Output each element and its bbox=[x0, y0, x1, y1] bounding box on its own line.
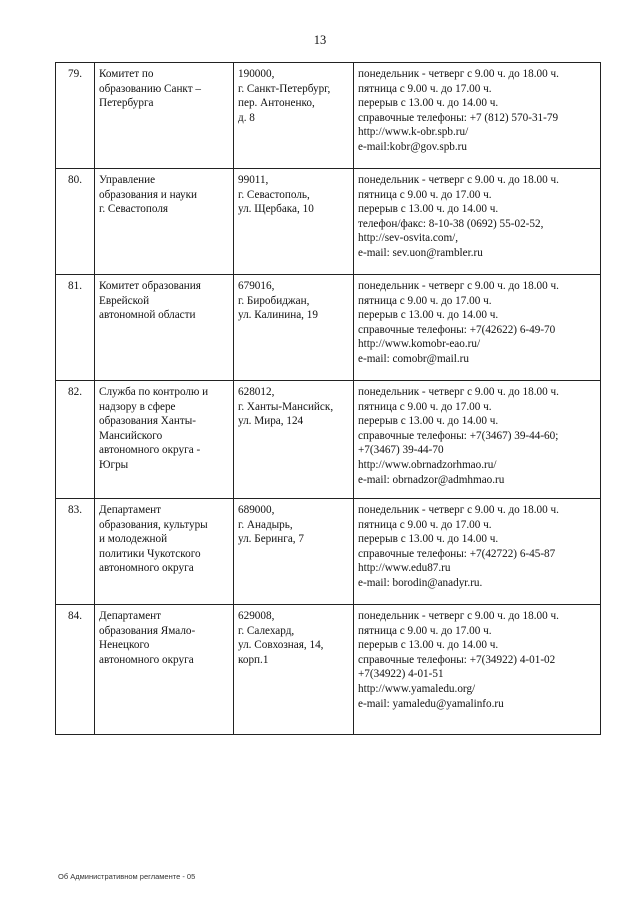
organization-address-line: 629008, bbox=[238, 610, 275, 622]
organization-name-line: надзору в сфере bbox=[99, 400, 176, 413]
organization-contacts-line: справочные телефоны: +7(3467) 39-44-60; bbox=[358, 429, 559, 442]
organization-contacts-line: пятница с 9.00 ч. до 17.00 ч. bbox=[358, 294, 492, 307]
organization-name-line: автономной области bbox=[99, 309, 196, 322]
organization-address-line: г. Салехард, bbox=[238, 624, 295, 637]
organization-name-line: Петербурга bbox=[99, 97, 154, 110]
organization-contacts bbox=[354, 381, 601, 499]
table-row bbox=[56, 275, 601, 381]
organization-name-line: Служба по контролю и bbox=[99, 386, 209, 398]
organization-name-line: Мансийского bbox=[99, 429, 163, 442]
organization-contacts-line: e-mail: obrnadzor@admhmao.ru bbox=[358, 473, 505, 486]
row-number: 83. bbox=[56, 499, 95, 605]
organization-name-line: Комитет образования bbox=[99, 280, 201, 292]
table-row bbox=[56, 169, 601, 275]
organization-contacts-line: пятница с 9.00 ч. до 17.00 ч. bbox=[358, 188, 492, 201]
organization-address bbox=[234, 381, 354, 499]
organization-contacts-line: e-mail: comobr@mail.ru bbox=[358, 352, 469, 365]
organization-address-line: корп.1 bbox=[238, 653, 269, 666]
organization-name-line: г. Севастополя bbox=[99, 203, 169, 216]
organization-contacts-line: http://www.k-obr.spb.ru/ bbox=[358, 126, 469, 139]
organization-address-line: 99011, bbox=[238, 174, 269, 186]
organization-address bbox=[234, 169, 354, 275]
organization-address-line: г. Анадырь, bbox=[238, 518, 293, 531]
organization-contacts-line: понедельник - четверг с 9.00 ч. до 18.00 ч. bbox=[358, 174, 559, 186]
organization-contacts-line: +7(34922) 4-01-51 bbox=[358, 668, 444, 681]
organization-name bbox=[95, 605, 234, 735]
organization-address-line: г. Севастополь, bbox=[238, 188, 310, 201]
organization-contacts-line: e-mail: borodin@anadyr.ru. bbox=[358, 576, 483, 589]
organization-name-line: Департамент bbox=[99, 504, 162, 516]
organization-address-line: 628012, bbox=[238, 386, 275, 398]
organization-contacts bbox=[354, 169, 601, 275]
organization-name-line: образования Ямало- bbox=[99, 624, 196, 637]
organization-address-line: ул. Совхозная, 14, bbox=[238, 639, 324, 652]
footer-note: Об Административном регламенте - 05 bbox=[58, 872, 196, 881]
organization-contacts-line: перерыв с 13.00 ч. до 14.00 ч. bbox=[358, 639, 499, 652]
organization-contacts-line: http://www.yamaledu.org/ bbox=[358, 682, 476, 695]
organization-contacts-line: e-mail: sev.uon@rambler.ru bbox=[358, 246, 483, 259]
organization-address-line: 689000, bbox=[238, 504, 275, 516]
organization-address-line: пер. Антоненко, bbox=[238, 97, 315, 110]
organization-contacts-line: понедельник - четверг с 9.00 ч. до 18.00 ч. bbox=[358, 610, 559, 622]
organization-address-line: ул. Мира, 124 bbox=[238, 415, 304, 428]
organization-contacts-line: справочные телефоны: +7(42622) 6-49-70 bbox=[358, 323, 556, 336]
organization-name-line: и молодежной bbox=[99, 533, 168, 546]
organization-name-line: образования, культуры bbox=[99, 518, 208, 531]
organization-address-line: 190000, bbox=[238, 68, 275, 80]
organization-address-line: г. Биробиджан, bbox=[238, 294, 310, 307]
organization-name-line: Управление bbox=[99, 174, 156, 186]
organization-contacts-line: пятница с 9.00 ч. до 17.00 ч. bbox=[358, 82, 492, 95]
organization-name-line: политики Чукотского bbox=[99, 547, 201, 560]
row-number: 79. bbox=[56, 63, 95, 169]
directory-table bbox=[55, 62, 601, 735]
organization-address-line: д. 8 bbox=[238, 111, 255, 124]
organization-name-line: автономного округа bbox=[99, 653, 194, 666]
organization-address bbox=[234, 275, 354, 381]
organization-contacts-line: справочные телефоны: +7(34922) 4-01-02 bbox=[358, 653, 556, 666]
organization-contacts-line: понедельник - четверг с 9.00 ч. до 18.00 ч. bbox=[358, 504, 559, 516]
table-body bbox=[56, 63, 601, 735]
organization-name-line: Югры bbox=[99, 458, 129, 471]
organization-address bbox=[234, 63, 354, 169]
organization-name-line: автономного округа - bbox=[99, 444, 201, 457]
organization-contacts-line: +7(3467) 39-44-70 bbox=[358, 444, 444, 457]
organization-contacts-line: http://sev-osvita.com/, bbox=[358, 232, 459, 245]
organization-contacts-line: справочные телефоны: +7 (812) 570-31-79 bbox=[358, 111, 559, 124]
organization-address-line: ул. Щербака, 10 bbox=[238, 203, 314, 216]
organization-contacts-line: телефон/факс: 8-10-38 (0692) 55-02-52, bbox=[358, 217, 544, 230]
organization-contacts-line: http://www.obrnadzorhmao.ru/ bbox=[358, 458, 497, 471]
organization-name bbox=[95, 63, 234, 169]
organization-name-line: Еврейской bbox=[99, 294, 150, 307]
organization-address-line: г. Санкт-Петербург, bbox=[238, 82, 331, 95]
organization-contacts-line: пятница с 9.00 ч. до 17.00 ч. bbox=[358, 400, 492, 413]
table-row bbox=[56, 63, 601, 169]
organization-contacts-line: понедельник - четверг с 9.00 ч. до 18.00 ч. bbox=[358, 386, 559, 398]
table-row bbox=[56, 381, 601, 499]
table-row bbox=[56, 605, 601, 735]
organization-contacts-line: перерыв с 13.00 ч. до 14.00 ч. bbox=[358, 97, 499, 110]
organization-contacts bbox=[354, 499, 601, 605]
organization-name-line: образования Ханты- bbox=[99, 415, 196, 428]
organization-name bbox=[95, 499, 234, 605]
organization-name bbox=[95, 169, 234, 275]
organization-contacts-line: перерыв с 13.00 ч. до 14.00 ч. bbox=[358, 415, 499, 428]
organization-contacts-line: e-mail: yamaledu@yamalinfo.ru bbox=[358, 697, 504, 710]
organization-address-line: ул. Беринга, 7 bbox=[238, 533, 304, 546]
row-number: 81. bbox=[56, 275, 95, 381]
organization-contacts-line: пятница с 9.00 ч. до 17.00 ч. bbox=[358, 518, 492, 531]
table-row bbox=[56, 499, 601, 605]
organization-contacts-line: http://www.edu87.ru bbox=[358, 562, 451, 575]
organization-contacts-line: e-mail:kobr@gov.spb.ru bbox=[358, 140, 468, 153]
row-number: 84. bbox=[56, 605, 95, 735]
organization-name-line: автономного округа bbox=[99, 562, 194, 575]
organization-contacts-line: пятница с 9.00 ч. до 17.00 ч. bbox=[358, 624, 492, 637]
row-number: 82. bbox=[56, 381, 95, 499]
organization-address bbox=[234, 499, 354, 605]
organization-name-line: образованию Санкт – bbox=[99, 82, 202, 95]
organization-name-line: образования и науки bbox=[99, 188, 197, 201]
organization-contacts bbox=[354, 275, 601, 381]
organization-name-line: Департамент bbox=[99, 610, 162, 622]
organization-contacts-line: понедельник - четверг с 9.00 ч. до 18.00 ч. bbox=[358, 280, 559, 292]
organization-contacts-line: перерыв с 13.00 ч. до 14.00 ч. bbox=[358, 203, 499, 216]
organization-contacts-line: понедельник - четверг с 9.00 ч. до 18.00 ч. bbox=[358, 68, 559, 80]
organization-contacts bbox=[354, 605, 601, 735]
organization-contacts-line: перерыв с 13.00 ч. до 14.00 ч. bbox=[358, 533, 499, 546]
organization-name-line: Ненецкого bbox=[99, 639, 150, 652]
organization-contacts bbox=[354, 63, 601, 169]
organization-address-line: 679016, bbox=[238, 280, 275, 292]
organization-name bbox=[95, 275, 234, 381]
page-number: 13 bbox=[313, 33, 327, 47]
organization-name-line: Комитет по bbox=[99, 68, 154, 80]
organization-contacts-line: http://www.komobr-eao.ru/ bbox=[358, 338, 481, 351]
organization-address-line: г. Ханты-Мансийск, bbox=[238, 400, 334, 413]
organization-name bbox=[95, 381, 234, 499]
organization-address bbox=[234, 605, 354, 735]
organization-address-line: ул. Калинина, 19 bbox=[238, 309, 318, 322]
organization-contacts-line: справочные телефоны: +7(42722) 6-45-87 bbox=[358, 547, 556, 560]
row-number: 80. bbox=[56, 169, 95, 275]
organization-contacts-line: перерыв с 13.00 ч. до 14.00 ч. bbox=[358, 309, 499, 322]
